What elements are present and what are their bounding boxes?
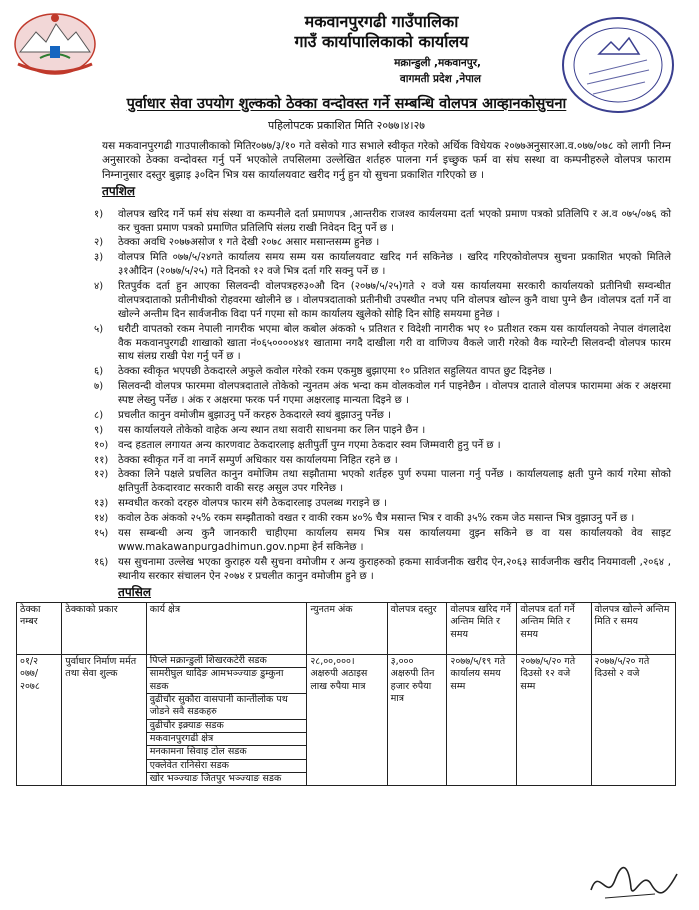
item-text: रितपुर्वक दर्ता हुन आएका सिलवन्दी वोलपत्रहरु३०औ दिन (२०७७/५/२५)गते २ वजे यस कार्यालयमा सरकारी कार्यालयको प्रतीनिधी सम्वन्धीत वोलपत्रदाताको प्रतीनीधीको रोहवरमा खोलीने छ । वोलपत्रदाताको प्रतीनीधी उपस्थीत नभए पनि वोलपत्र खोल्न कुनै वाधा पुग्ने छैन ।वोलपत्र दर्ता गर्ने वा खोल्ने अन्तीम दिन सार्वजनीक विदा पर्न गएमा सो काम कार्यालय खुलेको सोहि दिन सोहि समयमा हुनेछ ।: [118, 281, 671, 320]
list-item: [22, 512, 671, 526]
list-item: [22, 380, 671, 408]
list-item: [22, 468, 671, 496]
item-number: २): [94, 237, 104, 249]
table-title: तपसिल: [118, 585, 152, 600]
list-item: [22, 365, 671, 379]
purchase-deadline: २०७७/५/१९ गते कार्यालय समय सम्म: [447, 654, 517, 785]
tender-type: पुर्वाधार निर्माण मर्मत तथा सेवा शुल्क: [62, 654, 146, 785]
item-number: ११): [94, 454, 109, 466]
col-header: वोलपत्र दस्तुर: [387, 602, 447, 654]
list-item: [22, 236, 671, 250]
table-header-row: [17, 602, 676, 654]
item-text: धरौटी वापतको रकम नेपाली नागरीक भएमा बोल कबोल अंकको ५ प्रतिशत र विदेशी नागरीक भए १० प्रतीशत रकम यस कार्यालयको नेपाल वंगलादेश वैक मकवानपुरगढी शाखाको खाता नं०६५००००४४१ खातामा नगदै दाखीला गरी वा वाणिज्य वैकले जारी गरेको वैक ग्यारेन्टी सिलवन्दी वोलपत्र फारम साथ संलग्र राखी पेश गर्नु पर्ने छ ।: [118, 323, 671, 363]
office-stamp-icon: [559, 14, 677, 116]
list-item: [22, 280, 671, 322]
address-line-2: वागमती प्रदेश ,नेपाल: [399, 72, 481, 85]
item-number: १४): [94, 513, 109, 525]
list-item: [22, 527, 671, 555]
item-text: ठेक्का अवधि २०७७असोज १ गते देखी २०७८ असार मसान्तसम्म हुनेछ ।: [118, 237, 380, 249]
item-text: यस सुचनामा उल्लेख भएका कुराहरु यसै सुचना वमोजीम र अन्य कुराहरुको हकमा सार्वजनीक खरीद ऐन,२०६३ सार्वजनीक खरीद नियमावली ,२०६४ , स्थानीय सरकार संचालन ऐन २०७४ र प्रचलीत कानुन वमोजीम हुने छ ।: [118, 556, 671, 582]
road-item: खोर भञ्ज्याङ जितपुर भञ्ज्याङ सडक: [149, 773, 282, 785]
registration-deadline: २०७७/५/२० गते दिउसो १२ वजे सम्म: [517, 654, 591, 785]
table-row: [17, 654, 676, 785]
item-text: सम्वधीत करको दरहरु वोलपत्र फारम संगै ठेकदारलाइ उपलब्ध गराइने छ ।: [118, 498, 387, 510]
road-item: पिप्ले मक्रान्डुली शिखरकटेरी सडक: [147, 655, 307, 668]
item-number: १३): [94, 498, 109, 510]
item-text: वन्द हडताल लगायत अन्य कारणवाट ठेकदारलाइ क्षतीपुर्ती पुग्न गएमा ठेकदार स्वम जिम्मवारी हुनु पर्ने छ ।: [118, 439, 501, 451]
opening-deadline: २०७७/५/२० गते दिउसो २ वजे: [591, 654, 675, 785]
work-area-cell: [146, 654, 307, 785]
bid-fee: ३,००० अक्षरुपी तिन हजार रुपैया मात्र: [387, 654, 447, 785]
col-header: वोलपत्र खरिद गर्ने अन्तिम मिति र समय: [447, 602, 517, 654]
list-item: [22, 208, 671, 236]
conditions-heading: तपशिल: [102, 184, 136, 199]
address-line-1: मक्रान्डुली ,मकवानपुर,: [394, 57, 481, 69]
item-number: १): [94, 208, 104, 220]
item-number: ७): [94, 381, 104, 393]
tender-number: ०१/२ ०७७/ २०७८: [17, 654, 62, 785]
office-department: गाउँ कार्यापालिकाको कार्यालय: [294, 32, 469, 51]
item-text: ठेक्का स्वीकृत गर्ने वा नगर्ने सम्पुर्ण अधिकार यस कार्यालयमा निहित रहने छ ।: [118, 454, 398, 466]
office-name: मकवानपुरगढी गाउँपालिका: [304, 12, 459, 31]
conditions-list: [22, 208, 671, 584]
road-item: मनकामना सिवाइ टोल सडक: [147, 746, 307, 759]
published-date: पहिलोपटक प्रकाशित मिति २०७७।४।२७: [267, 118, 426, 132]
item-number: १२): [94, 469, 109, 481]
list-item: [22, 409, 671, 423]
road-item: वुढीचौर इक्र्याङ सडक: [147, 720, 307, 733]
nepal-emblem-icon: [10, 6, 100, 78]
road-item: एक्लेवेत रानिसेरा सडक: [147, 760, 307, 773]
col-header: ठेक्का नम्बर: [17, 602, 62, 654]
item-text: ठेक्का लिने पक्षले प्रचलित कानुन वमोजिम तथा सझौतामा भएको शर्तहरु पुर्ण रुपमा पालना गर्नु पर्नेछ । कार्यालयलाइ क्षती पुग्ने कार्य गरेमा सोको क्षतिपुर्ती ठेकदारवाट सरकारी वाकी सरह असुल उपर गरिनेछ ।: [118, 469, 671, 495]
list-item: [22, 556, 671, 584]
item-number: ९): [94, 424, 104, 436]
office-title: [152, 12, 611, 52]
road-item: सामरीघुल धादिङ आमभञ्ज्याङ डुम्कुना सडक: [147, 668, 307, 694]
road-item: मकवानपुरगढी क्षेत्र: [147, 733, 307, 746]
road-item: वुढीचौर सुकौरा वासपानी कान्तीलोक पथ जोडने सवै सडकहरु: [147, 694, 307, 720]
item-text: वोलपत्र मिति ०७७/५/२४गते कार्यालय समय सम्म यस कार्यालयवाट खरिद गर्न सकिनेछ । खरिद गरिएकोवोलपत्र सुचना प्रकाशित भएको मितिले ३१औदिन (२०७७/५/२५) गते दिनको १२ वजे भित्र दर्ता गरि सक्नु पर्ने छ ।: [118, 252, 671, 278]
list-item: [22, 439, 671, 453]
item-text: सिलवन्दी वोलपत्र फारममा वोलपत्रदाताले तोकेको न्युनतम अंक भन्दा कम वोलकवोल गर्न पाइनेछैन । वोलपत्र दाताले वोलपत्र फाराममा अंक र अक्षरमा स्पष्ट लेख्नु पर्नेछ । अंक र अक्षरमा फरक पर्न गएमा अक्षरलाइ मान्यता दिइने छ ।: [118, 381, 671, 407]
item-number: १०): [94, 439, 109, 451]
item-number: ५): [94, 323, 104, 335]
item-text: यस कार्यालयले तोकेको वाहेक अन्य स्थान तथा सवारी साधनमा कर लिन पाइने छैन ।: [118, 424, 426, 436]
col-header: वोलपत्र खोल्ने अन्तिम मिति र समय: [591, 602, 675, 654]
notice-title: पुर्वाधार सेवा उपयोग शुल्कको ठेक्का वन्दोवस्त गर्ने सम्बन्धि वोलपत्र आव्हानकोसुचना: [126, 95, 567, 112]
item-number: ४): [94, 281, 104, 293]
item-number: ३): [94, 252, 104, 264]
list-item: [22, 454, 671, 468]
col-header: वोलपत्र दर्ता गर्ने अन्तिम मिति र समय: [517, 602, 591, 654]
item-number: १६): [94, 556, 109, 568]
minimum-amount: २८,००,०००। अक्षरुपी अठाइस लाख रुपैया मात्र: [307, 654, 387, 785]
col-header: ठेक्काको प्रकार: [62, 602, 146, 654]
item-text: प्रचलीत कानुन वमोजीम बुझाउनु पर्ने करहरु ठेकदारले स्वयं बुझाउनु पर्नेछ ।: [118, 409, 392, 421]
tender-table: [16, 602, 676, 786]
intro-paragraph: यस मकवानपुरगढी गाउपालीकाको मितिर०७७/३/१० गते वसेको गाउ सभाले स्वीकृत गरेको अर्थिक विधेयक २०७७अनुसारआ.व.०७७/०७८ को लागी निम्न अनुसारको ठेक्का वन्दोवस्त गर्नु पर्ने भएकोले तपसिलमा उल्लेखित शर्तहरु पालना गर्न इच्छुक फर्म वा संघ सस्था वा कम्पनीहरुले वोलपत्र फाराम निम्नानुसार दस्तुर बुझाइ ३०दिन भित्र यस कार्यालयवाट खरीद गर्नु हुन यो सुचना प्रकाशित गरिएको छ ।: [102, 139, 671, 181]
item-number: १५): [94, 527, 109, 539]
list-item: [22, 251, 671, 279]
col-header: न्युनतम अंक: [307, 602, 387, 654]
item-number: ६): [94, 366, 104, 378]
list-item: [22, 497, 671, 511]
list-item: [22, 323, 671, 365]
item-text: ठेक्का स्वीकृत भएपछी ठेकदारले अफुले कवोल गरेको रकम एकमुष्ठ बुझाएमा १० प्रतिशत सहुलियत वापत छुट दिइनेछ ।: [118, 366, 552, 378]
item-text: वोलपत्र खरिद गर्ने फर्म संघ संस्था वा कम्पनीले दर्ता प्रमाणपत्र ,आन्तरीक राजश्व कार्यलयमा दर्ता भएको प्रमाण पत्रको प्रतिलिपि र अ.व ०७५/०७६ को कर चुक्ता प्रमाण पत्रको प्रमाणित प्रतिलिपि संलग्र राखी निवेदन दिनु पर्ने छ ।: [118, 208, 671, 234]
item-text: कवोल ठेक अंकको २५% रकम सम्झौताको वखत र वाकी रकम ४०% चैत्र मसान्त भित्र र वाकी ३५% रकम जेठ मसान्त भित्र वुझाउनु पर्ने छ ।: [118, 513, 635, 525]
list-item: [22, 424, 671, 438]
item-number: ८): [94, 409, 104, 421]
col-header: कार्य क्षेत्र: [146, 602, 307, 654]
signature-icon: [585, 860, 685, 906]
item-text: यस सम्बन्धी अन्य कुनै जानकारी चाहीएमा कार्यालय समय भित्र यस कार्यालयमा वुझ्न सकिने छ वा यस कार्यालयको वेव साइट www.makawanpurgadhimun.gov.npमा हेर्न सकिनेछ ।: [118, 527, 671, 553]
